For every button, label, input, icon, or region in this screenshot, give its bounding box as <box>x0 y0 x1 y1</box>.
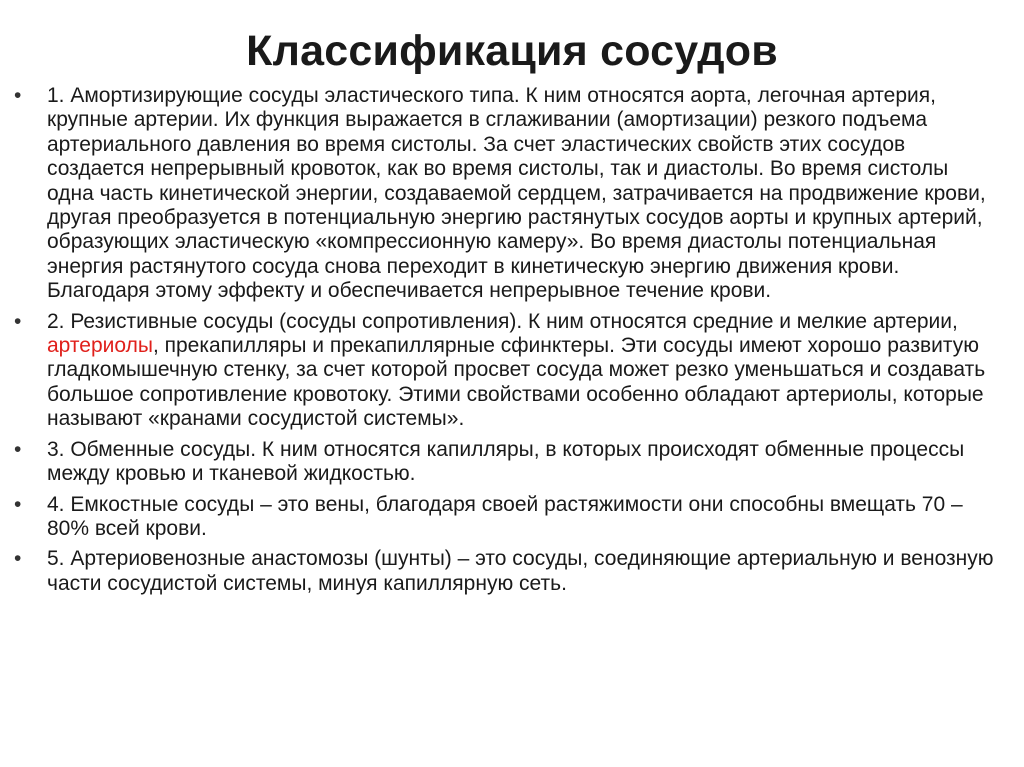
list-item-text-start: 2. Резистивные сосуды (сосуды сопротивления). К ним относятся средние и мелкие артерии, <box>47 309 958 333</box>
highlighted-term: артериолы <box>47 334 153 358</box>
bullet-icon: • <box>14 437 22 461</box>
bullet-icon: • <box>14 309 22 333</box>
list-item-text: 5. Артериовенозные анастомозы (шунты) – это сосуды, соединяющие артериальную и венозную части сосудистой системы, минуя капиллярную сеть. <box>47 547 994 595</box>
list-item-text: 1. Амортизирующие сосуды эластического типа. К ним относятся аорта, легочная артерия, крупные артерии. Их функция выражается в сглаживании (амортизации) резкого подъема артериального давления во время систолы. За счет эластических свойств этих сосудов создается непрерывный кровоток, как во время систолы, так и диастолы. Во время систолы одна часть кинетической энергии, создаваемой сердцем, затрачивается на продвижение крови, другая преобразуется в потенциальную энергию растянутых сосудов аорты и крупных артерий, образующих эластическую «компрессионную камеру». Во время диастолы потенциальная энергия растянутого сосуда снова переходит в кинетическую энергию движения крови. Благодаря этому эффекту и обеспечивается непрерывное течение крови. <box>47 84 986 303</box>
bullet-icon: • <box>14 547 22 571</box>
list-item-text: 4. Емкостные сосуды – это вены, благодаря своей растяжимости они способны вмещать 70 – 80% всей крови. <box>47 492 963 540</box>
slide-title: Классификация сосудов <box>246 27 778 75</box>
list-item-resistive <box>14 310 994 432</box>
list-item-amortizing <box>14 84 994 304</box>
list-item-text-end: , прекапилляры и прекапиллярные сфинктеры. Эти сосуды имеют хорошо развитую гладкомышечную стенку, за счет которой просвет сосуда может резко уменьшаться и создавать большое сопротивление кровотоку. Этими свойствами особенно обладают артериолы, которые называют «кранами сосудистой системы». <box>47 334 986 431</box>
bullet-icon: • <box>14 84 22 107</box>
list-item-capacitive <box>14 493 994 542</box>
list-item-text: 3. Обменные сосуды. К ним относятся капилляры, в которых происходят обменные процессы между кровью и тканевой жидкостью. <box>47 437 965 486</box>
list-item-shunts <box>14 547 994 596</box>
list-item-exchange <box>14 438 994 487</box>
bullet-icon: • <box>14 492 22 516</box>
bullet-list <box>14 84 994 602</box>
